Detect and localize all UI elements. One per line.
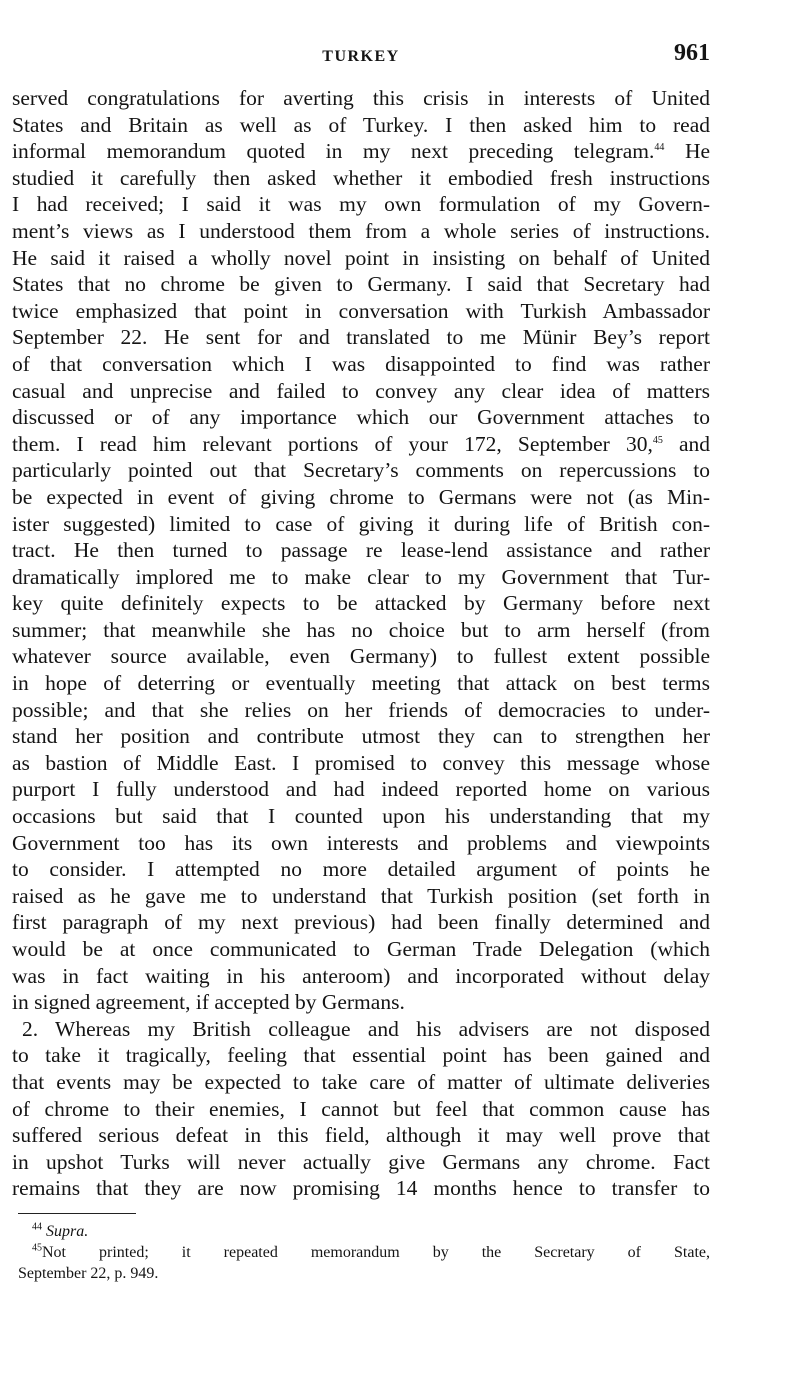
text-line: summer; that meanwhile she has no choice but to arm herself (from — [12, 617, 710, 642]
footnote-mark: 45 — [32, 1242, 42, 1254]
text-line: raised as he gave me to understand that Turkish position (set forth in — [12, 883, 710, 908]
text-line: possible; and that she relies on her friends of democracies to under- — [12, 697, 710, 722]
text-line: to consider. I attempted no more detailed argument of points he — [12, 857, 710, 882]
text-line: first paragraph of my next previous) had been finally determined and — [12, 910, 710, 935]
text-line: in hope of deterring or eventually meeting that attack on best terms — [12, 671, 710, 696]
text-line-content: them. I read him relevant portions of your 172, September 30, — [12, 431, 653, 456]
text-line: September 22. He sent for and translated to me Münir Bey’s report — [12, 325, 710, 350]
text-line: remains that they are now promising 14 months hence to transfer to — [12, 1176, 710, 1201]
text-line: tract. He then turned to passage re lease-lend assistance and rather — [12, 538, 710, 563]
page-number: 961 — [674, 40, 710, 66]
text-line: suffered serious defeat in this field, although it may well prove that — [12, 1123, 710, 1148]
text-line: ister suggested) limited to case of giving it during life of British con- — [12, 511, 710, 536]
text-line: to take it tragically, feeling that essential point has been gained and — [12, 1043, 710, 1068]
footnote-rule — [18, 1213, 136, 1214]
text-line: in upshot Turks will never actually give Germans any chrome. Fact — [12, 1149, 710, 1174]
footnote-text: Supra. — [46, 1223, 89, 1240]
text-line: States that no chrome be given to Germany. I said that Secretary had — [12, 272, 710, 297]
text-line: discussed or of any importance which our Government attaches to — [12, 405, 710, 430]
text-line: studied it carefully then asked whether it embodied fresh instructions — [12, 165, 710, 190]
footnote-ref-44: 44 — [654, 142, 665, 154]
text-line: particularly pointed out that Secretary’s comments on repercussions to — [12, 458, 710, 483]
text-line — [12, 431, 710, 458]
footnote-45 — [18, 1242, 710, 1263]
text-line — [12, 138, 710, 165]
text-line: that events may be expected to take care of matter of ultimate deliveries — [12, 1069, 710, 1094]
footnote-44 — [18, 1221, 710, 1242]
body-text — [12, 85, 710, 1202]
running-title: TURKEY — [322, 48, 400, 65]
text-line: dramatically implored me to make clear to my Government that Tur- — [12, 564, 710, 589]
text-line-tail: He — [684, 139, 711, 164]
text-line: States and Britain as well as of Turkey. I then asked him to read — [12, 112, 710, 137]
text-line: Government too has its own interests and problems and viewpoints — [12, 830, 710, 855]
text-line-tail: and — [678, 431, 711, 456]
text-line: He said it raised a wholly novel point in insisting on behalf of United — [12, 245, 710, 270]
text-line: twice emphasized that point in conversation with Turkish Ambassador — [12, 298, 710, 323]
footnotes — [18, 1221, 710, 1284]
text-line: 2. Whereas my British colleague and his advisers are not disposed — [22, 1016, 710, 1041]
text-line: purport I fully understood and had indeed reported home on various — [12, 777, 710, 802]
text-line: as bastion of Middle East. I promised to convey this message whose — [12, 750, 710, 775]
text-line: I had received; I said it was my own formulation of my Govern- — [12, 192, 710, 217]
text-line: of that conversation which I was disappointed to find was rather — [12, 351, 710, 376]
text-line: casual and unprecise and failed to convey any clear idea of matters — [12, 378, 710, 403]
footnote-text: Not printed; it repeated memorandum by the Secretary of State, — [42, 1244, 710, 1261]
text-line: was in fact waiting in his anteroom) and incorporated without delay — [12, 963, 710, 988]
text-line: in signed agreement, if accepted by Germans. — [12, 990, 405, 1015]
running-head — [12, 40, 710, 72]
text-line: be expected in event of giving chrome to Germans were not (as Min- — [12, 484, 710, 509]
text-line: stand her position and contribute utmost they can to strengthen her — [12, 724, 710, 749]
text-line: key quite definitely expects to be attacked by Germany before next — [12, 591, 710, 616]
footnote-ref-45: 45 — [652, 434, 663, 446]
text-line: served congratulations for averting this crisis in interests of United — [12, 86, 710, 110]
text-line-content: informal memorandum quoted in my next preceding telegram. — [12, 139, 655, 164]
text-line: of chrome to their enemies, I cannot but feel that common cause has — [12, 1096, 710, 1121]
text-line: would be at once communicated to German Trade Delegation (which — [12, 937, 710, 961]
footnote-45-continued: September 22, p. 949. — [18, 1265, 159, 1282]
text-line: ment’s views as I understood them from a whole series of instructions. — [12, 218, 710, 243]
text-line: whatever source available, even Germany) to fullest extent possible — [12, 644, 710, 669]
footnote-mark: 44 — [32, 1221, 42, 1233]
text-line: occasions but said that I counted upon his understanding that my — [12, 804, 710, 829]
